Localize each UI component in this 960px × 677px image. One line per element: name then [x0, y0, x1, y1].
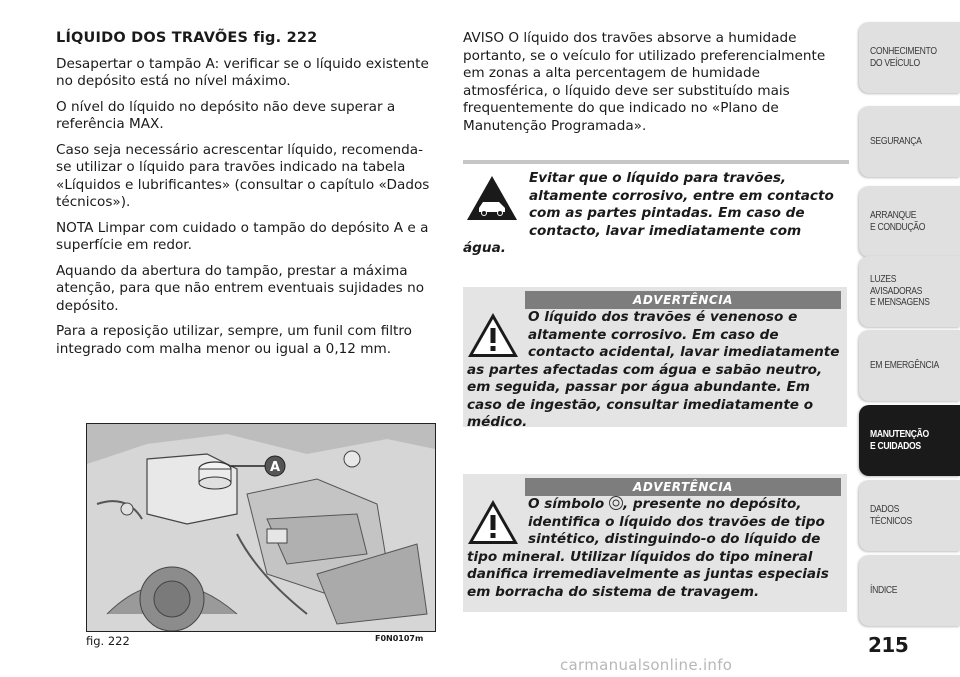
tab-label: MANUTENÇÃO E CUIDADOS [870, 428, 929, 452]
warning-text-part: , presente no depósito, identifica o líquido dos travões de tipo sintético, distinguindo-o do líquido de tipo mineral. Utilizar líquidos do tipo mineral danifica irremediavelmente as juntas especiais em borracha do sistema de travagem. [467, 496, 829, 600]
tab-arranque-e-conducao[interactable] [859, 186, 960, 257]
figure-caption: fig. 222 [86, 634, 130, 648]
warning-text [463, 496, 847, 605]
tab-manutencao-e-cuidados[interactable] [859, 405, 960, 476]
brake-fluid-reservoir-illustration [87, 424, 435, 631]
engine-bay-figure [86, 423, 436, 632]
tab-conhecimento-do-veiculo[interactable] [859, 22, 960, 93]
warning-box-2 [463, 474, 847, 612]
tab-label: SEGURANÇA [870, 134, 922, 147]
figure-label-a: A [269, 460, 281, 475]
tab-em-emergencia[interactable] [859, 330, 960, 401]
divider [463, 160, 849, 164]
warning-title: ADVERTÊNCIA [525, 478, 841, 496]
warning-text: O líquido dos travões é venenoso e altamente corrosivo. Em caso de contacto acidental, lavar imediatamente as partes afectadas com água e sabão neutro, em seguida, passar por água abundante. Em caso de ingestão, consultar imediatamente o médico. [467, 309, 840, 430]
paragraph-3: Caso seja necessário acrescentar líquido, recomenda-se utilizar o líquido para travões indicado na tabela «Líquidos e lubrificantes» (consultar o capítulo «Dados técnicos»). [56, 141, 430, 210]
tab-luzes-avisadoras[interactable] [859, 256, 960, 327]
section-heading: LÍQUIDO DOS TRAVÕES fig. 222 [56, 30, 318, 46]
left-column [56, 30, 436, 366]
exclamation-warning-icon [466, 498, 520, 546]
tab-label: DADOS TÉCNICOS [870, 503, 912, 527]
exclamation-warning-icon [466, 311, 520, 359]
brake-fluid-symbol-icon [609, 496, 623, 510]
warning-text-part: O símbolo [528, 496, 610, 512]
tab-dados-tecnicos[interactable] [859, 480, 960, 551]
tab-label: ARRANQUE E CONDUÇÃO [870, 209, 926, 233]
tab-label: EM EMERGÊNCIA [870, 358, 939, 371]
tab-label: ÍNDICE [870, 583, 898, 596]
figure-code: F0N0107m [375, 634, 424, 643]
caution-text: Evitar que o líquido para travões, altamente corrosivo, entre em contacto com as partes pintadas. Em caso de contacto, lavar imediatamente com água. [463, 170, 834, 256]
chapter-tabs [859, 0, 960, 677]
caution-note [463, 170, 841, 258]
car-warning-icon [465, 174, 519, 222]
tab-label: CONHECIMENTO DO VEÍCULO [870, 45, 937, 69]
paragraph-2: O nível do líquido no depósito não deve superar a referência MAX. [56, 98, 396, 132]
tab-indice[interactable] [859, 555, 960, 626]
aviso-paragraph: AVISO O líquido dos travões absorve a humidade portanto, se o veículo for utilizado preferencialmente em zonas a alta percentagem de humidade atmosférica, o líquido deve ser substituído mais frequentemente do que indicado no «Plano de Manutenção Programada». [463, 30, 826, 134]
paragraph-6: Para a reposição utilizar, sempre, um funil com filtro integrado com malha menor ou igual a 0,12 mm. [56, 323, 412, 357]
warning-title: ADVERTÊNCIA [525, 291, 841, 309]
paragraph-4: NOTA Limpar com cuidado o tampão do depósito A e a superfície em redor. [56, 219, 429, 253]
watermark: carmanualsonline.info [560, 656, 733, 674]
tab-seguranca[interactable] [859, 106, 960, 177]
tab-label: LUZES AVISADORAS E MENSAGENS [870, 273, 930, 309]
page-number: 215 [868, 633, 909, 657]
warning-box-1 [463, 287, 847, 430]
paragraph-1: Desapertar o tampão A: verificar se o líquido existente no depósito está no nível máximo. [56, 55, 429, 89]
paragraph-5: Aquando da abertura do tampão, prestar a máxima atenção, para que não entrem eventuais sujidades no depósito. [56, 262, 425, 314]
